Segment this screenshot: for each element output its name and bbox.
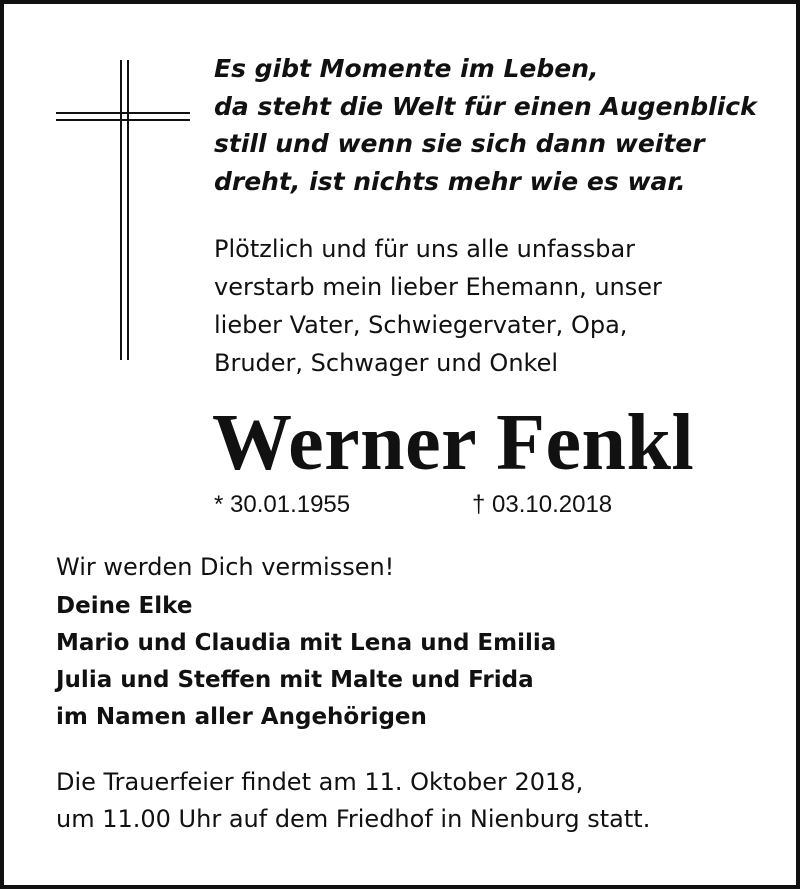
- announcement-line: Bruder, Schwager und Onkel: [214, 349, 559, 377]
- funeral-info: [56, 764, 776, 838]
- deceased-name: Werner Fenkl: [212, 399, 695, 487]
- cross-icon: [56, 60, 190, 360]
- mourner-line: im Namen aller Angehörigen: [56, 704, 427, 730]
- death-date: † 03.10.2018: [472, 491, 613, 518]
- mourner-line: Julia und Steffen mit Malte und Frida: [56, 667, 534, 693]
- funeral-line: um 11.00 Uhr auf dem Friedhof in Nienburg statt.: [56, 805, 651, 833]
- mourners-list: [56, 588, 776, 736]
- quote-line: Es gibt Momente im Leben,: [214, 54, 599, 83]
- mourner-line: Deine Elke: [56, 593, 193, 619]
- quote-block: [214, 50, 774, 200]
- quote-line: da steht die Welt für einen Augenblick: [214, 91, 757, 121]
- quote-line: dreht, ist nichts mehr wie es war.: [214, 166, 686, 196]
- quote-line: still und wenn sie sich dann weiter: [214, 129, 705, 158]
- announcement-line: Plötzlich und für uns alle unfassbar: [214, 235, 636, 263]
- birth-date: * 30.01.1955: [214, 491, 351, 518]
- life-dates: [214, 488, 774, 522]
- announcement-text: [214, 230, 774, 382]
- announcement-line: verstarb mein lieber Ehemann, unser: [214, 273, 662, 301]
- funeral-line: Die Trauerfeier findet am 11. Oktober 2018,: [56, 768, 584, 796]
- mourner-line: Mario und Claudia mit Lena und Emilia: [56, 630, 557, 656]
- farewell-message: Wir werden Dich vermissen!: [56, 553, 395, 581]
- announcement-line: lieber Vater, Schwiegervater, Opa,: [214, 311, 628, 339]
